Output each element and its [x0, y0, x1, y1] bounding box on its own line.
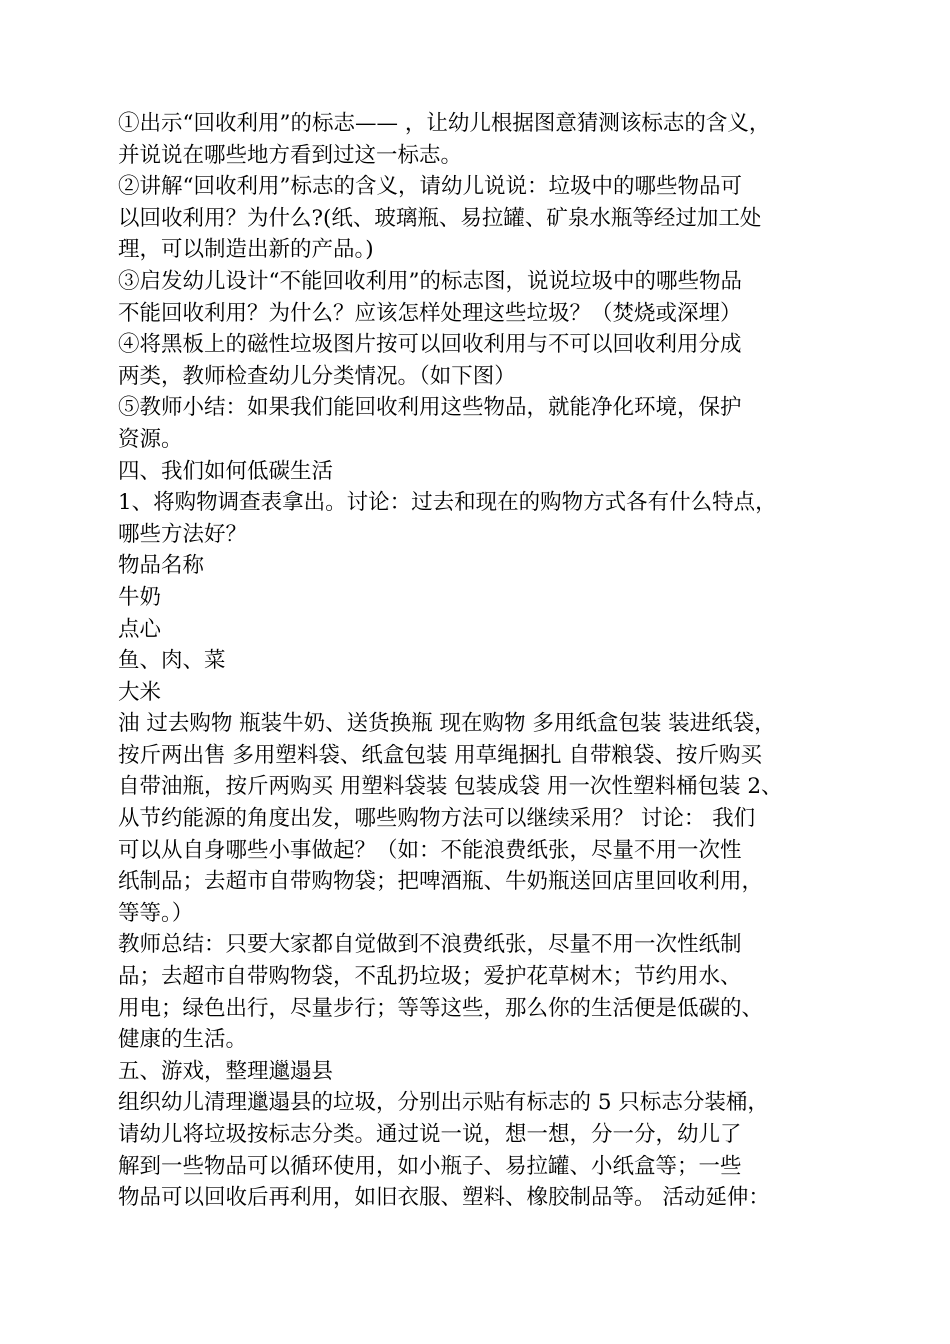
text-line: 哪些方法好？ — [118, 521, 248, 547]
document-body — [118, 108, 848, 1214]
text-line: 品；去超市自带购物袋，不乱扔垃圾；爱护花草树木；节约用水、 — [118, 964, 742, 990]
text-line: 以回收利用？为什么?(纸、玻璃瓶、易拉罐、矿泉水瓶等经过加工处 — [118, 205, 762, 231]
text-line: 物品名称 — [118, 553, 205, 579]
text-line: 油 过去购物 瓶装牛奶、送货换瓶 现在购物 多用纸盒包装 装进纸袋， — [118, 711, 776, 737]
text-line: 鱼、肉、菜 — [118, 648, 226, 674]
text-line: 不能回收利用？为什么？应该怎样处理这些垃圾？（焚烧或深埋） — [118, 300, 742, 326]
text-line: ②讲解“回收利用”标志的含义，请幼儿说说：垃圾中的哪些物品可 — [118, 174, 742, 200]
text-line: 用电；绿色出行，尽量步行；等等这些，那么你的生活便是低碳的、 — [118, 995, 764, 1021]
text-line: 自带油瓶，按斤两购买 用塑料袋装 包装成袋 用一次性塑料桶包装 2、 — [118, 774, 783, 800]
text-line: 按斤两出售 多用塑料袋、纸盒包装 用草绳捆扎 自带粮袋、按斤购买 — [118, 742, 763, 768]
text-line: 等等。） — [118, 900, 194, 926]
text-line: 可以从自身哪些小事做起？（如：不能浪费纸张，尽量不用一次性 — [118, 837, 742, 863]
text-line: 请幼儿将垃圾按标志分类。通过说一说，想一想，分一分，幼儿了 — [118, 1122, 742, 1147]
text-line: 大米 — [118, 679, 162, 705]
text-line: 组织幼儿清理邋遢县的垃圾，分别出示贴有标志的 5 只标志分装桶， — [118, 1090, 769, 1116]
text-line: ⑤教师小结：如果我们能回收利用这些物品，就能净化环境，保护 — [118, 395, 742, 421]
text-line: ①出示“回收利用”的标志—— ，让幼儿根据图意猜测该标志的含义， — [118, 111, 771, 136]
text-line: ③启发幼儿设计“不能回收利用”的标志图，说说垃圾中的哪些物品 — [118, 268, 742, 294]
text-line: 资源。 — [118, 426, 183, 452]
text-line: ④将黑板上的磁性垃圾图片按可以回收利用与不可以回收利用分成 — [118, 332, 742, 358]
text-line: 物品可以回收后再利用，如旧衣服、塑料、橡胶制品等。 活动延伸： — [118, 1185, 770, 1211]
text-line: 并说说在哪些地方看到过这一标志。 — [118, 142, 463, 168]
text-line: 1、将购物调查表拿出。讨论：过去和现在的购物方式各有什么特点， — [118, 490, 777, 516]
text-line: 纸制品；去超市自带购物袋；把啤酒瓶、牛奶瓶送回店里回收利用， — [118, 869, 764, 895]
text-line: 理，可以制造出新的产品。) — [118, 237, 374, 263]
text-line: 两类，教师检查幼儿分类情况。（如下图） — [118, 363, 516, 389]
text-line: 从节约能源的角度出发，哪些购物方法可以继续采用？ 讨论： 我们 — [118, 806, 756, 832]
text-line: 牛奶 — [118, 584, 162, 610]
text-line: 解到一些物品可以循环使用，如小瓶子、易拉罐、小纸盒等；一些 — [118, 1153, 742, 1179]
text-line: 健康的生活。 — [118, 1027, 248, 1053]
text-line: 教师总结：只要大家都自觉做到不浪费纸张，尽量不用一次性纸制 — [118, 932, 742, 958]
section-heading: 五、游戏，整理邋遢县 — [118, 1058, 334, 1084]
text-line: 点心 — [118, 616, 162, 642]
section-heading: 四、我们如何低碳生活 — [118, 458, 334, 484]
